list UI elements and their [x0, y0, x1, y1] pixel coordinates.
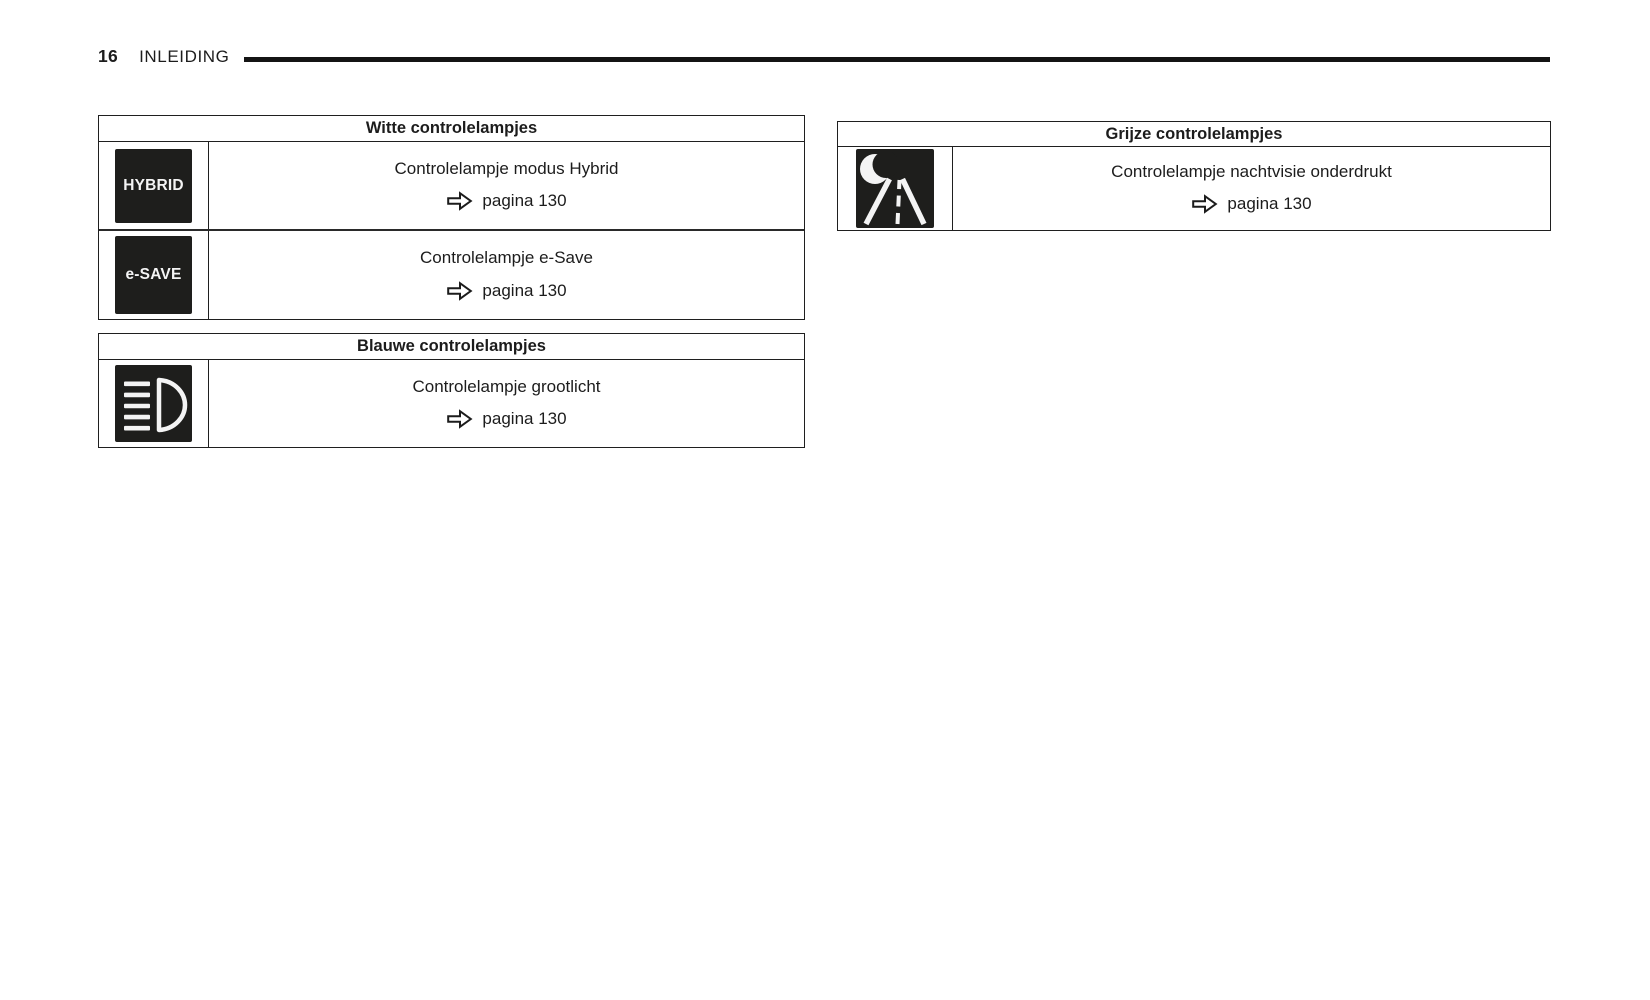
description-cell: [953, 147, 1550, 230]
arrow-right-icon: [446, 281, 473, 301]
section-title: INLEIDING: [139, 46, 230, 66]
page-reference-text: pagina 130: [1227, 194, 1312, 214]
table-title-gray: Grijze controlelampjes: [838, 122, 1550, 147]
icon-cell: [838, 147, 953, 230]
esave-icon-label: e-SAVE: [125, 266, 182, 283]
page-reference-text: pagina 130: [482, 409, 567, 429]
page-reference-text: pagina 130: [482, 280, 567, 300]
page-reference: [446, 191, 566, 211]
icon-cell: [99, 360, 209, 447]
indicator-label: Controlelampje modus Hybrid: [394, 158, 619, 178]
table-row: [99, 360, 804, 447]
description-cell: [209, 360, 804, 447]
hybrid-icon-label: HYBRID: [123, 176, 184, 194]
table-row: [838, 147, 1550, 230]
page-reference-text: pagina 130: [482, 191, 567, 211]
page-header: [98, 46, 1550, 67]
page-reference: [446, 281, 566, 301]
white-indicators-table: [98, 115, 805, 320]
page-reference: [1191, 194, 1311, 214]
indicator-label: Controlelampje nachtvisie onderdrukt: [1111, 161, 1392, 181]
night-vision-symbol: [856, 149, 934, 228]
table-row: [99, 142, 804, 229]
icon-cell: [99, 142, 209, 229]
esave-indicator-icon: [115, 236, 192, 314]
arrow-right-icon: [446, 409, 473, 429]
page-number: 16: [98, 46, 119, 66]
table-title-blue: Blauwe controlelampjes: [99, 334, 804, 360]
indicator-label: Controlelampje e-Save: [420, 248, 593, 268]
night-vision-suppressed-indicator-icon: [856, 149, 934, 228]
indicator-label: Controlelampje grootlicht: [412, 376, 601, 396]
arrow-right-icon: [446, 191, 473, 211]
table-row: [99, 229, 804, 319]
high-beam-indicator-icon: [115, 365, 192, 442]
high-beam-symbol: [115, 365, 192, 442]
table-title-white: Witte controlelampjes: [99, 116, 804, 142]
description-cell: [209, 142, 804, 229]
hybrid-indicator-icon: [115, 149, 192, 223]
icon-cell: [99, 231, 209, 319]
gray-indicators-table: [837, 121, 1551, 231]
arrow-right-icon: [1191, 194, 1218, 214]
header-rule: [244, 57, 1551, 62]
page-reference: [446, 409, 566, 429]
blue-indicators-table: [98, 333, 805, 448]
description-cell: [209, 231, 804, 319]
